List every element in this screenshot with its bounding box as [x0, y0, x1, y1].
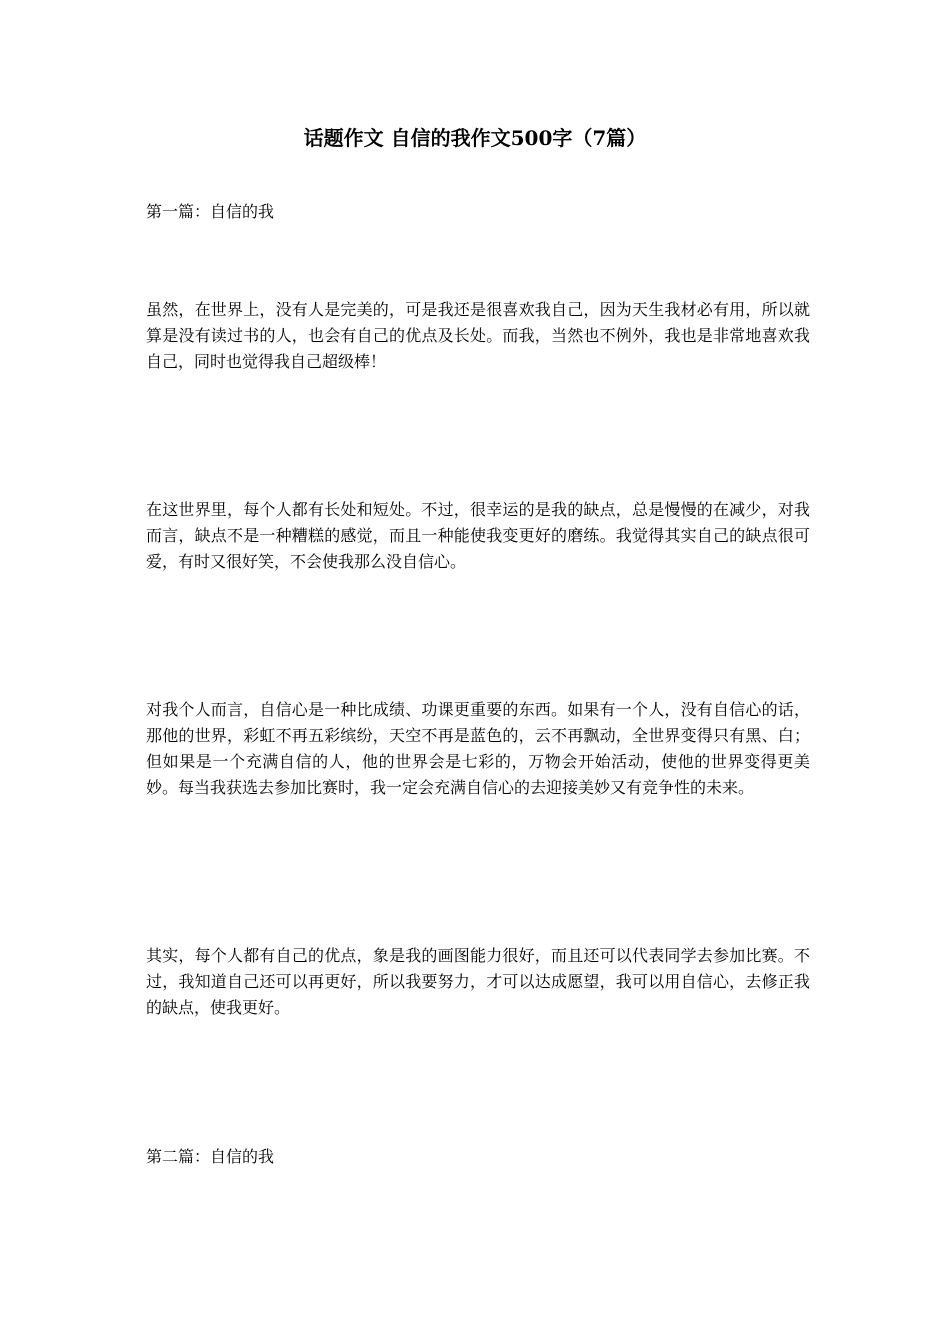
paragraph: 虽然，在世界上，没有人是完美的，可是我还是很喜欢我自己，因为天生我材必有用，所以就算是没有读过书的人，也会有自己的优点及长处。而我，当然也不例外，我也是非常地喜欢我自己，同时也觉得我自己超级棒！	[146, 300, 810, 371]
paragraph: 对我个人而言，自信心是一种比成绩、功课更重要的东西。如果有一个人，没有自信心的话，那他的世界，彩虹不再五彩缤纷，天空不再是蓝色的，云不再飘动，全世界变得只有黑、白；但如果是一个充满自信的人，他的世界会是七彩的，万物会开始活动，使他的世界变得更美妙。每当我获选去参加比赛时，我一定会充满自信心的去迎接美妙又有竞争性的未来。	[146, 700, 810, 797]
paragraph: 在这世界里，每个人都有长处和短处。不过，很幸运的是我的缺点，总是慢慢的在减少，对我而言，缺点不是一种糟糕的感觉，而且一种能使我变更好的磨练。我觉得其实自己的缺点很可爱，有时又很好笑，不会使我那么没自信心。	[146, 500, 810, 571]
page-title: 话题作文 自信的我作文500字（7篇）	[303, 126, 647, 150]
section-heading-1: 第一篇：自信的我	[146, 202, 275, 221]
section-heading-2: 第二篇：自信的我	[146, 1147, 275, 1166]
paragraph: 其实，每个人都有自己的优点，象是我的画图能力很好，而且还可以代表同学去参加比赛。不过，我知道自己还可以再更好，所以我要努力，才可以达成愿望，我可以用自信心，去修正我的缺点，使我更好。	[146, 946, 810, 1017]
